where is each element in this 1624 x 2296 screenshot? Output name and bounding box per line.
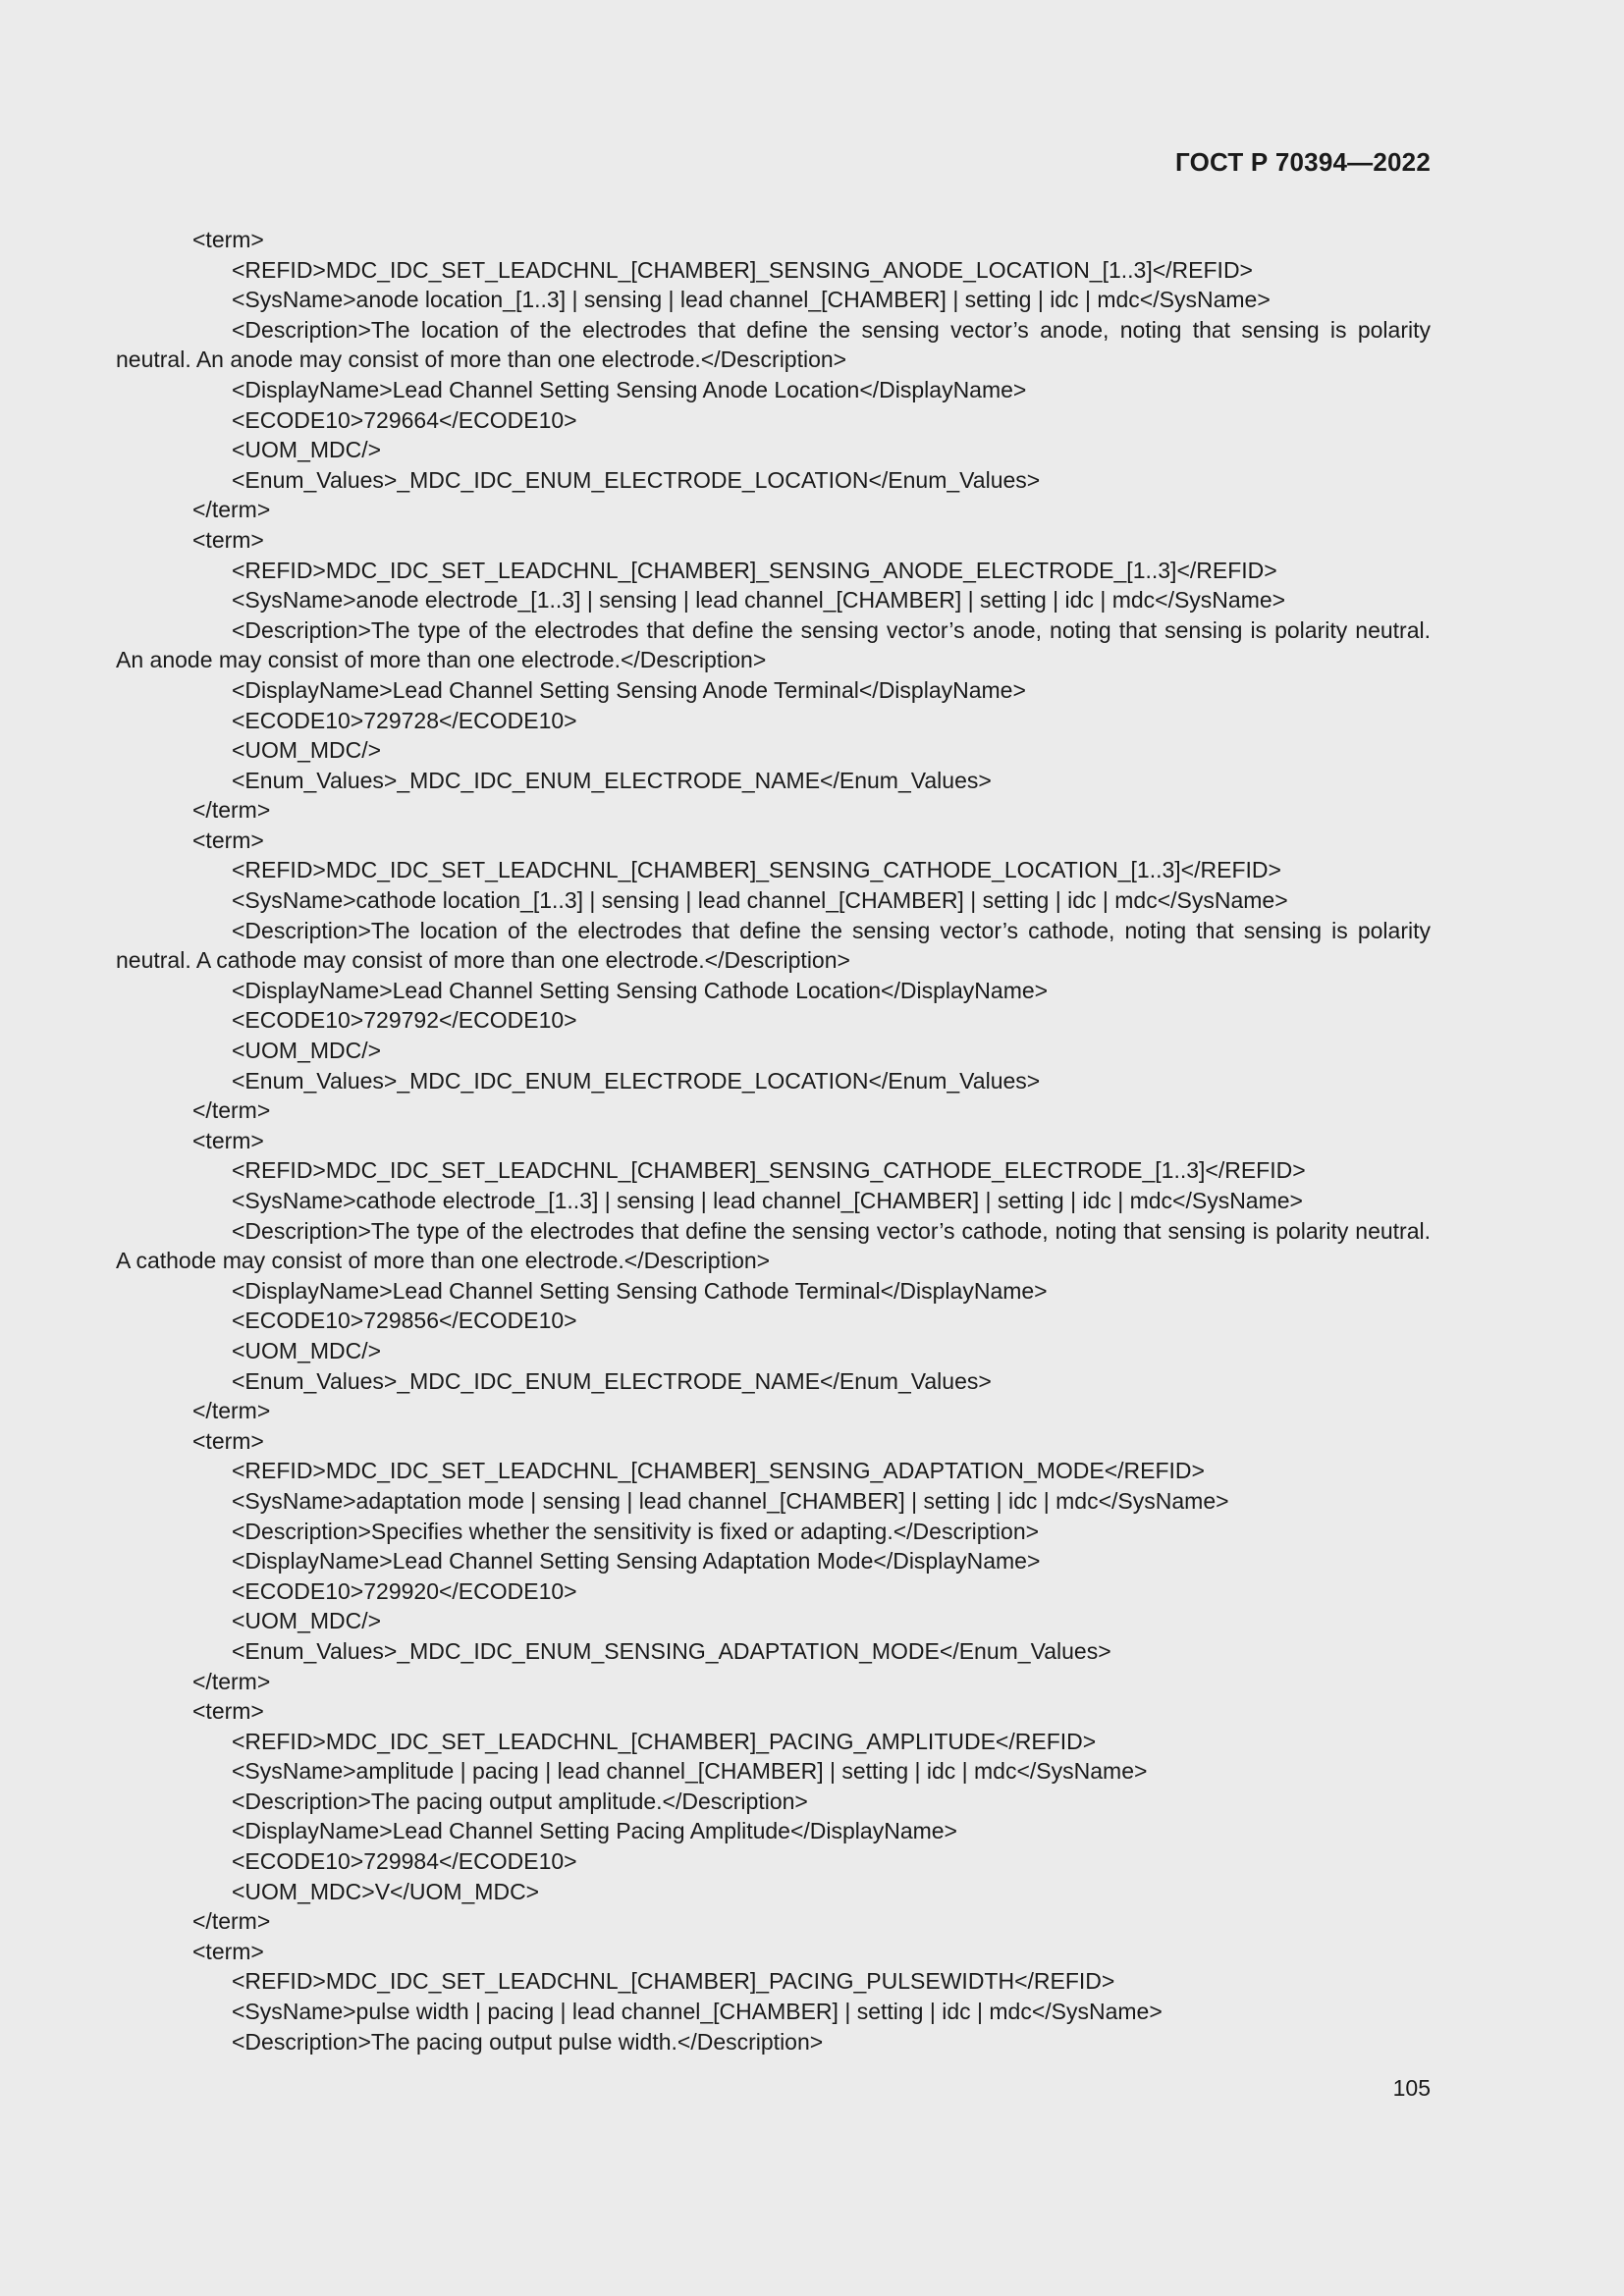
uom-mdc-line: <UOM_MDC/> <box>232 1038 382 1064</box>
sysname-line: <SysName>adaptation mode | sensing | lead channel_[CHAMBER] | setting | idc | mdc</SysName> <box>232 1487 1229 1514</box>
enum-values-line: <Enum_Values>_MDC_IDC_ENUM_SENSING_ADAPTATION_MODE</Enum_Values> <box>232 1637 1111 1664</box>
ecode10-line: <ECODE10>729792</ECODE10> <box>232 1007 577 1034</box>
ecode10-line: <ECODE10>729856</ECODE10> <box>232 1308 577 1334</box>
displayname-line: <DisplayName>Lead Channel Setting Pacing Amplitude</DisplayName> <box>232 1818 957 1844</box>
sysname-line: <SysName>pulse width | pacing | lead channel_[CHAMBER] | setting | idc | mdc</SysName> <box>232 1999 1163 2025</box>
term-line: </term> <box>192 1668 271 1694</box>
refid-line: <REFID>MDC_IDC_SET_LEADCHNL_[CHAMBER]_PACING_AMPLITUDE</REFID> <box>232 1728 1097 1754</box>
sysname-line: <SysName>anode electrode_[1..3] | sensing | lead channel_[CHAMBER] | setting | idc | mdc</SysName> <box>232 587 1286 614</box>
enum-values-line: <Enum_Values>_MDC_IDC_ENUM_ELECTRODE_NAME</Enum_Values> <box>232 767 992 793</box>
term-line: <term> <box>192 526 264 553</box>
displayname-line: <DisplayName>Lead Channel Setting Sensing Anode Terminal</DisplayName> <box>232 676 1026 703</box>
ecode10-line: <ECODE10>729984</ECODE10> <box>232 1848 577 1875</box>
sysname-line: <SysName>cathode location_[1..3] | sensing | lead channel_[CHAMBER] | setting | idc | mdc</SysName> <box>232 887 1288 914</box>
description-line: <Description>The pacing output pulse width.</Description> <box>232 2028 824 2055</box>
uom-mdc-line: <UOM_MDC>V</UOM_MDC> <box>232 1878 540 1904</box>
term-line: <term> <box>192 827 264 853</box>
term-line: </term> <box>192 1908 271 1935</box>
refid-line: <REFID>MDC_IDC_SET_LEADCHNL_[CHAMBER]_SENSING_ANODE_LOCATION_[1..3]</REFID> <box>232 256 1253 283</box>
enum-values-line: <Enum_Values>_MDC_IDC_ENUM_ELECTRODE_NAME</Enum_Values> <box>232 1367 992 1394</box>
description-line: <Description>The location of the electrodes that define the sensing vector’s cathode, noting that sensing is polarity neutral. A cathode may consist of more than one electrode.</Description> <box>116 917 1431 974</box>
refid-line: <REFID>MDC_IDC_SET_LEADCHNL_[CHAMBER]_SENSING_CATHODE_ELECTRODE_[1..3]</REFID> <box>232 1157 1306 1184</box>
document-header: ГОСТ Р 70394—2022 <box>1175 147 1431 177</box>
term-line: <term> <box>192 1938 264 1964</box>
sysname-line: <SysName>amplitude | pacing | lead channel_[CHAMBER] | setting | idc | mdc</SysName> <box>232 1758 1148 1785</box>
term-line: </term> <box>192 1097 271 1124</box>
page-number: 105 <box>1392 2075 1431 2101</box>
displayname-line: <DisplayName>Lead Channel Setting Sensing Cathode Terminal</DisplayName> <box>232 1277 1048 1304</box>
refid-line: <REFID>MDC_IDC_SET_LEADCHNL_[CHAMBER]_SENSING_ANODE_ELECTRODE_[1..3]</REFID> <box>232 557 1277 583</box>
displayname-line: <DisplayName>Lead Channel Setting Sensing Adaptation Mode</DisplayName> <box>232 1548 1041 1575</box>
description-line: <Description>The location of the electrodes that define the sensing vector’s anode, noting that sensing is polarity neutral. An anode may consist of more than one electrode.</Description> <box>116 316 1431 373</box>
refid-line: <REFID>MDC_IDC_SET_LEADCHNL_[CHAMBER]_SENSING_CATHODE_LOCATION_[1..3]</REFID> <box>232 857 1281 883</box>
ecode10-line: <ECODE10>729728</ECODE10> <box>232 707 577 733</box>
term-line: <term> <box>192 1127 264 1153</box>
description-line: <Description>The pacing output amplitude.</Description> <box>232 1788 808 1814</box>
displayname-line: <DisplayName>Lead Channel Setting Sensing Anode Location</DisplayName> <box>232 376 1027 402</box>
uom-mdc-line: <UOM_MDC/> <box>232 437 382 463</box>
refid-line: <REFID>MDC_IDC_SET_LEADCHNL_[CHAMBER]_PACING_PULSEWIDTH</REFID> <box>232 1968 1115 1995</box>
ecode10-line: <ECODE10>729664</ECODE10> <box>232 406 577 433</box>
xml-listing <box>116 225 1431 2056</box>
enum-values-line: <Enum_Values>_MDC_IDC_ENUM_ELECTRODE_LOCATION</Enum_Values> <box>232 1067 1041 1094</box>
term-line: <term> <box>192 1427 264 1454</box>
displayname-line: <DisplayName>Lead Channel Setting Sensing Cathode Location</DisplayName> <box>232 977 1049 1003</box>
description-line: <Description>The type of the electrodes that define the sensing vector’s anode, noting that sensing is polarity neutral. An anode may consist of more than one electrode.</Description> <box>116 616 1431 673</box>
term-line: <term> <box>192 1698 264 1725</box>
term-line: <term> <box>192 227 264 252</box>
term-line: </term> <box>192 797 271 824</box>
enum-values-line: <Enum_Values>_MDC_IDC_ENUM_ELECTRODE_LOCATION</Enum_Values> <box>232 466 1041 493</box>
term-line: </term> <box>192 1398 271 1424</box>
description-line: <Description>Specifies whether the sensitivity is fixed or adapting.</Description> <box>232 1518 1040 1544</box>
refid-line: <REFID>MDC_IDC_SET_LEADCHNL_[CHAMBER]_SENSING_ADAPTATION_MODE</REFID> <box>232 1458 1205 1484</box>
uom-mdc-line: <UOM_MDC/> <box>232 737 382 764</box>
sysname-line: <SysName>cathode electrode_[1..3] | sensing | lead channel_[CHAMBER] | setting | idc | mdc</SysName> <box>232 1188 1303 1213</box>
uom-mdc-line: <UOM_MDC/> <box>232 1337 382 1363</box>
description-line: <Description>The type of the electrodes that define the sensing vector’s cathode, noting that sensing is polarity neutral. A cathode may consist of more than one electrode.</Description> <box>116 1217 1431 1274</box>
sysname-line: <SysName>anode location_[1..3] | sensing | lead channel_[CHAMBER] | setting | idc | mdc</SysName> <box>232 287 1271 313</box>
uom-mdc-line: <UOM_MDC/> <box>232 1608 382 1634</box>
ecode10-line: <ECODE10>729920</ECODE10> <box>232 1577 577 1604</box>
term-line: </term> <box>192 497 271 523</box>
